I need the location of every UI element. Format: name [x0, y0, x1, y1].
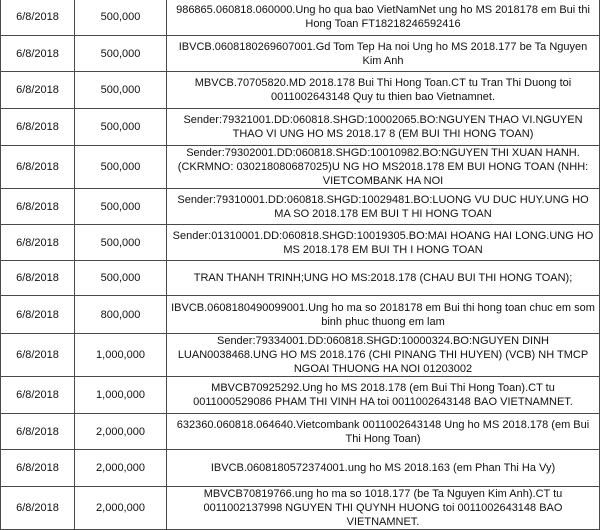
- table-row: [1, 146, 600, 189]
- date-cell: 6/8/2018: [1, 109, 75, 146]
- date-cell: 6/8/2018: [1, 377, 75, 414]
- date-cell: 6/8/2018: [1, 189, 75, 225]
- amount-cell: 500,000: [75, 36, 167, 72]
- table-row: [1, 377, 600, 414]
- description-cell: MBVCB70819766.ung ho ma so 1018.177 (be Ta Nguyen Kim Anh).CT tu 0011002137998 NGUYEN THI QUYNH HUONG toi 0011002643148 BAO VIETNAMNET.: [167, 487, 600, 530]
- table-row: [1, 189, 600, 225]
- description-cell: 986865.060818.060000.Ung ho qua bao VietNamNet ung ho MS 2018178 em Bui thi Hong Toan FT18218246592416: [167, 0, 600, 36]
- amount-cell: 2,000,000: [75, 487, 167, 530]
- amount-cell: 500,000: [75, 225, 167, 261]
- date-cell: 6/8/2018: [1, 450, 75, 487]
- description-cell: Sender:79310001.DD:060818.SHGD:10029481.BO:LUONG VU DUC HUY.UNG HO MA SO 2018.178 EM BUI T HI HONG TOAN: [167, 189, 600, 225]
- description-cell: Sender:79321001.DD:060818.SHGD:10002065.BO:NGUYEN THAO VI.NGUYEN THAO VI UNG HO MS 2018.17 8 (EM BUI THI HONG TOAN): [167, 109, 600, 146]
- table-row: [1, 334, 600, 377]
- amount-cell: 500,000: [75, 261, 167, 296]
- description-cell: TRAN THANH TRINH;UNG HO MS:2018.178 (CHAU BUI THI HONG TOAN);: [167, 261, 600, 296]
- date-cell: 6/8/2018: [1, 414, 75, 450]
- amount-cell: 500,000: [75, 146, 167, 189]
- description-cell: Sender:79302001.DD:060818.SHGD:10010982.BO:NGUYEN THI XUAN HANH.(CKRMNO: 030218080687025)U NG HO MS2018.178 EM BUI HONG TOAN (NHH: VIETCOMBANK HA NOI: [167, 146, 600, 189]
- date-cell: 6/8/2018: [1, 487, 75, 530]
- amount-cell: 800,000: [75, 296, 167, 334]
- amount-cell: 500,000: [75, 109, 167, 146]
- date-cell: 6/8/2018: [1, 261, 75, 296]
- table-row: [1, 0, 600, 36]
- date-cell: 6/8/2018: [1, 296, 75, 334]
- date-cell: 6/8/2018: [1, 225, 75, 261]
- donation-table-body: [1, 0, 600, 530]
- date-cell: 6/8/2018: [1, 36, 75, 72]
- amount-cell: 1,000,000: [75, 334, 167, 377]
- amount-cell: 2,000,000: [75, 414, 167, 450]
- amount-cell: 500,000: [75, 0, 167, 36]
- description-cell: IBVCB.0608180490099001.Ung ho ma so 2018178 em Bui thi hong toan chuc em som binh phuc thuong em lam: [167, 296, 600, 334]
- amount-cell: 2,000,000: [75, 450, 167, 487]
- table-row: [1, 36, 600, 72]
- table-row: [1, 109, 600, 146]
- description-cell: 632360.060818.064640.Vietcombank 0011002643148 Ung ho MS 2018.178 (em Bui Thi Hong Toan): [167, 414, 600, 450]
- amount-cell: 1,000,000: [75, 377, 167, 414]
- description-cell: Sender:01310001.DD:060818.SHGD:10019305.BO:MAI HOANG HAI LONG.UNG HO MS 2018.178 EM BUI TH I HONG TOAN: [167, 225, 600, 261]
- table-row: [1, 225, 600, 261]
- table-row: [1, 296, 600, 334]
- table-row: [1, 261, 600, 296]
- date-cell: 6/8/2018: [1, 0, 75, 36]
- date-cell: 6/8/2018: [1, 334, 75, 377]
- date-cell: 6/8/2018: [1, 146, 75, 189]
- description-cell: Sender:79334001.DD:060818.SHGD:10000324.BO:NGUYEN DINH LUAN0038468.UNG HO MS 2018.176 (CHI PINANG THI HUYEN) (VCB) NH TMCP NGOAI THUONG HA NOI 01203002: [167, 334, 600, 377]
- amount-cell: 500,000: [75, 72, 167, 109]
- description-cell: IBVCB.0608180572374001.ung ho MS 2018.163 (em Phan Thi Ha Vy): [167, 450, 600, 487]
- table-row: [1, 414, 600, 450]
- date-cell: 6/8/2018: [1, 72, 75, 109]
- description-cell: MBVCB.70705820.MD 2018.178 Bui Thi Hong Toan.CT tu Tran Thi Duong toi 0011002643148 Quy tu thien bao Vietnamnet.: [167, 72, 600, 109]
- table-row: [1, 487, 600, 530]
- table-row: [1, 450, 600, 487]
- description-cell: MBVCB70925292.Ung ho MS 2018.178 (em Bui Thi Hong Toan).CT tu 0011000529086 PHAM THI VINH HA toi 0011002643148 BAO VIETNAMNET.: [167, 377, 600, 414]
- description-cell: IBVCB.0608180269607001.Gd Tom Tep Ha noi Ung ho MS 2018.177 be Ta Nguyen Kim Anh: [167, 36, 600, 72]
- table-row: [1, 72, 600, 109]
- amount-cell: 500,000: [75, 189, 167, 225]
